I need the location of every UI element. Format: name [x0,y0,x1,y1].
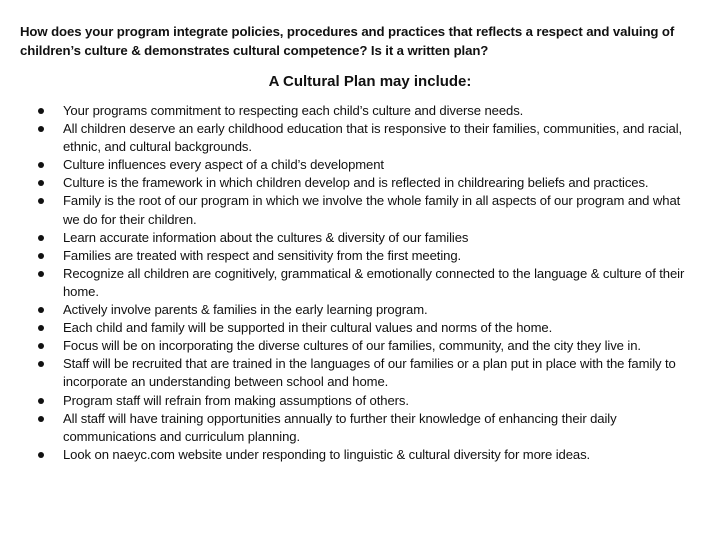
list-item: Recognize all children are cognitively, grammatical & emotionally connected to the language & culture of their home. [63,265,700,301]
list-item: Culture influences every aspect of a child’s development [63,156,700,174]
list-item: Families are treated with respect and sensitivity from the first meeting. [63,247,700,265]
question-heading: How does your program integrate policies, procedures and practices that reflects a respect and valuing of children’s culture & demonstrates cultural competence? Is it a written plan? [20,24,675,58]
list-item: Culture is the framework in which children develop and is reflected in childrearing beliefs and practices. [63,174,700,192]
list-item: Look on naeyc.com website under responding to linguistic & cultural diversity for more ideas. [63,446,700,464]
list-item: All staff will have training opportunities annually to further their knowledge of enhancing their daily communications and curriculum planning. [63,410,700,446]
list-item: Focus will be on incorporating the diverse cultures of our families, community, and the city they live in. [63,337,700,355]
list-item: Each child and family will be supported in their cultural values and norms of the home. [63,319,700,337]
list-item: Learn accurate information about the cultures & diversity of our families [63,229,700,247]
list-item: Actively involve parents & families in the early learning program. [63,301,700,319]
list-item: Family is the root of our program in which we involve the whole family in all aspects of our program and what we do for their children. [63,192,700,228]
list-item: Program staff will refrain from making assumptions of others. [63,392,700,410]
list-item: Your programs commitment to respecting each child’s culture and diverse needs. [63,102,700,120]
plan-title: A Cultural Plan may include: [268,73,472,90]
list-item: All children deserve an early childhood education that is responsive to their families, communities, and racial, ethnic, and cultural backgrounds. [63,120,700,156]
list-item: Staff will be recruited that are trained in the languages of our families or a plan put in place with the family to incorporate an understanding between school and home. [63,355,700,391]
plan-list [20,102,700,464]
